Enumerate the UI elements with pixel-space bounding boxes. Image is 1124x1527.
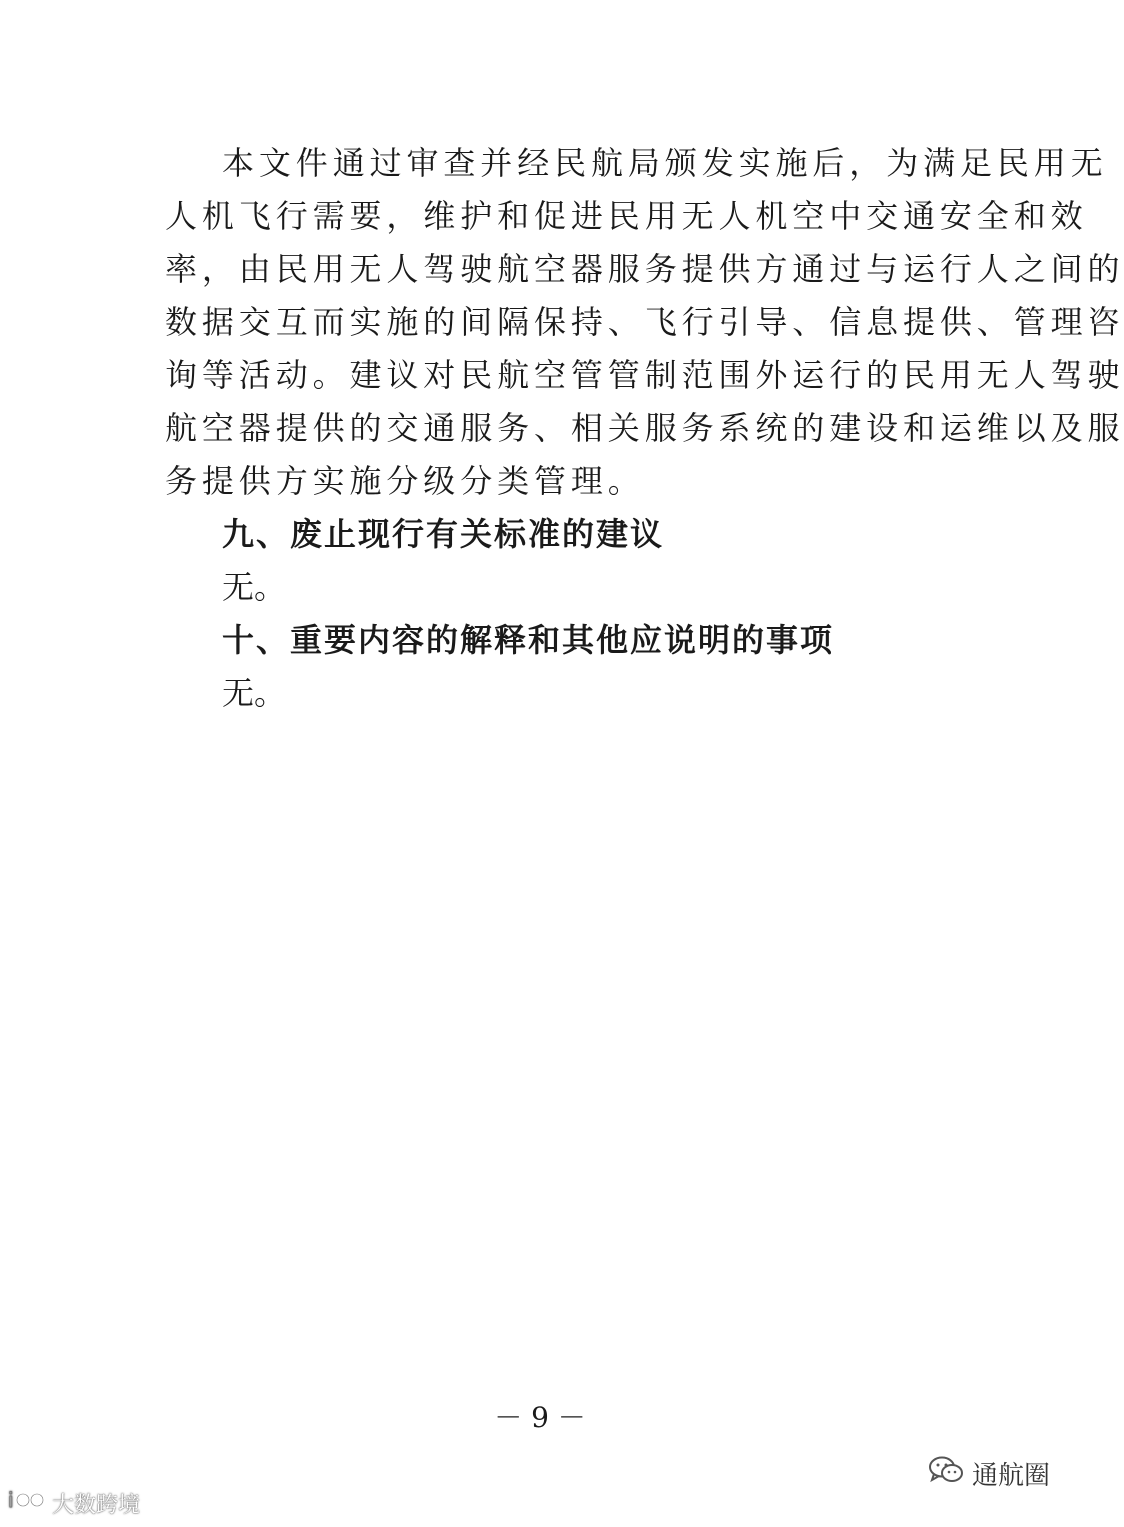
- section-9-body: 无。: [222, 568, 287, 606]
- paragraph-line: 人机飞行需要，维护和促进民用无人机空中交通安全和效: [165, 197, 1088, 235]
- section-10-heading: 十、重要内容的解释和其他应说明的事项: [222, 621, 835, 659]
- wechat-icon: [928, 1455, 964, 1492]
- page-number: － 9 －: [494, 1401, 586, 1434]
- watermark-left: [8, 1487, 140, 1519]
- section-9-heading: 九、废止现行有关标准的建议: [222, 515, 665, 553]
- watermark-right-text: 通航圈: [971, 1461, 1050, 1491]
- paragraph-line: 务提供方实施分级分类管理。: [165, 462, 645, 500]
- paragraph-line: 率，由民用无人驾驶航空器服务提供方通过与运行人之间的: [165, 250, 1124, 288]
- paragraph-line: 本文件通过审查并经民航局颁发实施后，为满足民用无: [222, 144, 1108, 182]
- watermark-logo-icon: [8, 1487, 48, 1519]
- section-10-body: 无。: [222, 674, 287, 712]
- paragraph-line: 询等活动。建议对民航空管管制范围外运行的民用无人驾驶: [165, 356, 1124, 394]
- watermark-right: [928, 1455, 1050, 1492]
- paragraph-line: 数据交互而实施的间隔保持、飞行引导、信息提供、管理咨: [165, 303, 1124, 341]
- svg-text:i: i: [8, 1488, 14, 1512]
- paragraph-line: 航空器提供的交通服务、相关服务系统的建设和运维以及服: [165, 409, 1124, 447]
- watermark-left-text: 大数跨境: [52, 1492, 141, 1518]
